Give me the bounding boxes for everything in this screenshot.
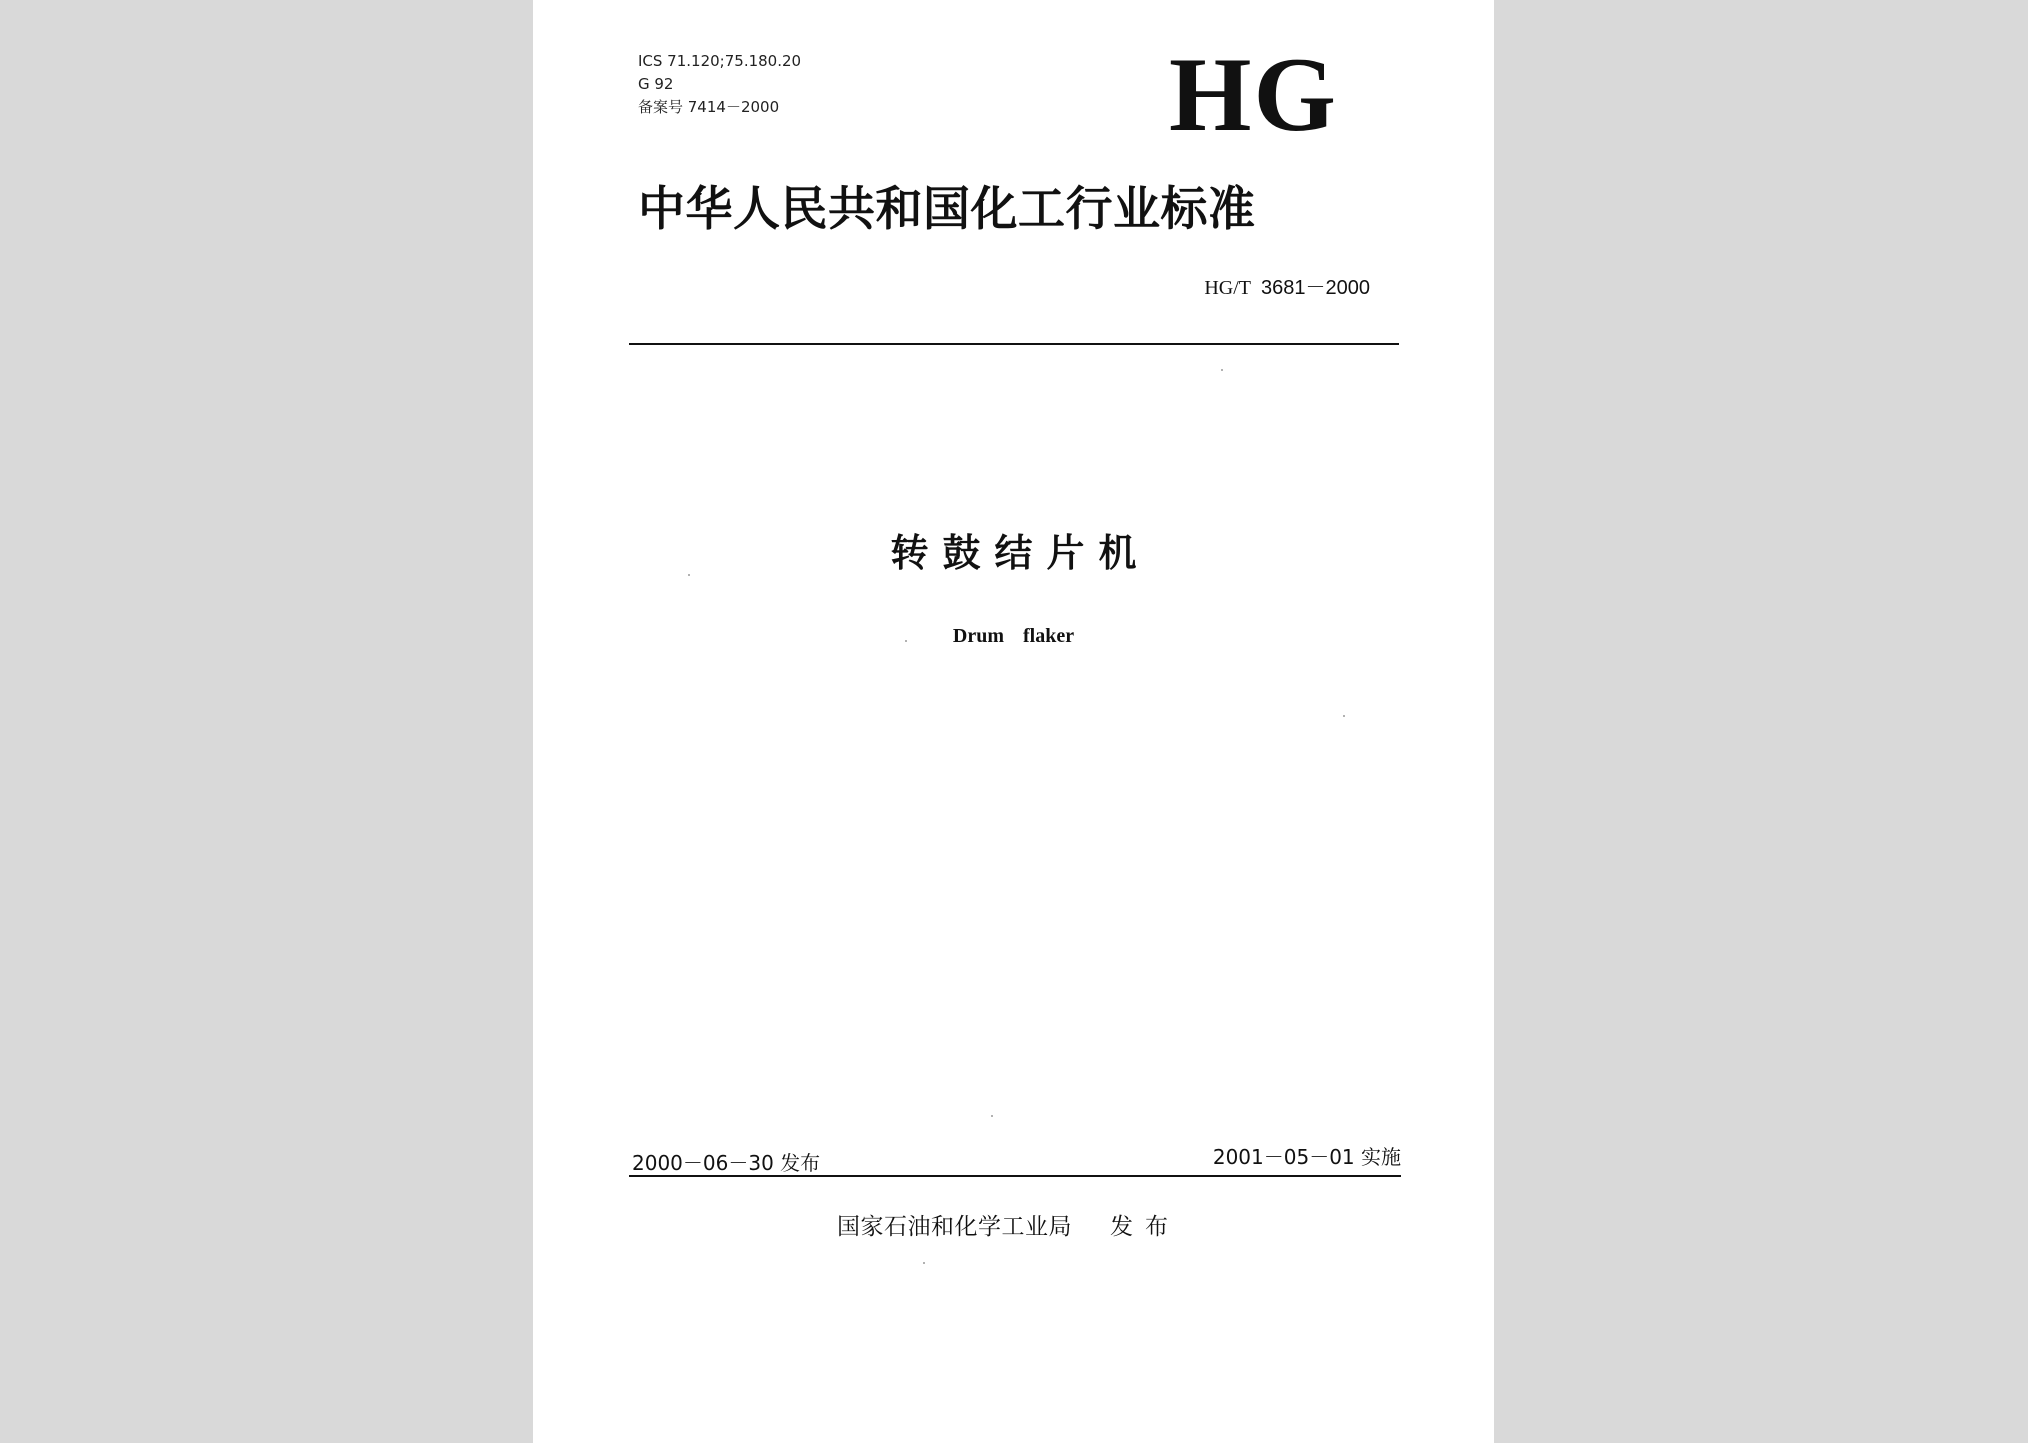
standard-number [1204, 274, 1370, 301]
scan-speck [1343, 715, 1345, 717]
record-number: 备案号 7414－2000 [638, 98, 780, 116]
document-page [533, 0, 1494, 1443]
document-title-english: Drum flaker [952, 625, 1075, 647]
classification-code: G 92 [638, 75, 674, 93]
ics-code: ICS 71.120;75.180.20 [638, 52, 802, 70]
header-divider [629, 343, 1399, 345]
publisher-action: 发布 [1110, 1214, 1180, 1240]
standard-code: HG/T [1204, 277, 1252, 299]
hg-logo: HG [1169, 36, 1338, 153]
standard-title: 中华人民共和国化工行业标准 [638, 182, 1256, 237]
scan-speck [1221, 369, 1223, 371]
footer-divider [629, 1175, 1401, 1177]
issue-date: 2000－06－30 发布 [632, 1151, 821, 1175]
standard-number-value: 3681－2000 [1261, 277, 1370, 299]
scan-speck [923, 1262, 925, 1264]
scan-speck [991, 1115, 993, 1117]
publisher-line [837, 1212, 1180, 1242]
publisher-organization: 国家石油和化学工业局 [837, 1214, 1072, 1240]
effective-date: 2001－05－01 实施 [1212, 1145, 1401, 1169]
document-title-chinese: 转鼓结片机 [890, 531, 1151, 575]
